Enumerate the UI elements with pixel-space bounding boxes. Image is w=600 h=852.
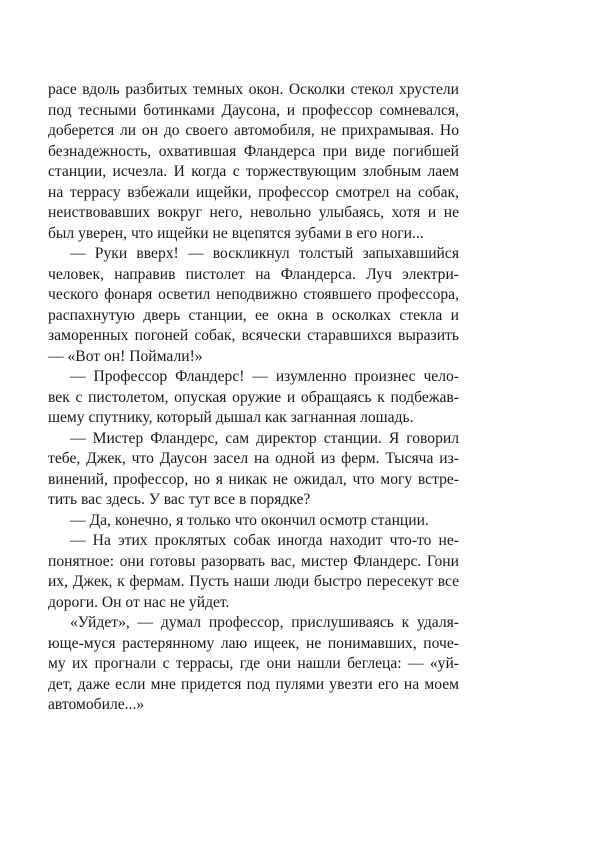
text-line: неиствовавших вокруг него, невольно улыбаясь, хотя и не bbox=[48, 204, 459, 221]
text-line: ческого фонаря осветил неподвижно стоявшего профессора, bbox=[48, 286, 459, 303]
text-line: — «Вот он! Поймали!» bbox=[48, 347, 203, 365]
text-line: был уверен, что ищейки не вцепятся зубами в его ноги... bbox=[48, 224, 424, 242]
text-line: му их прогнали с террасы, где они нашли беглеца: — «уй- bbox=[48, 655, 459, 672]
text-line: под тесными ботинками Даусона, и профессор сомневался, bbox=[48, 101, 459, 119]
text-line: станции, исчезла. И когда с торжествующим злобным лаем bbox=[48, 163, 459, 180]
text-line: понятное: они готовы разорвать вас, мистер Фландерс. Гони bbox=[48, 552, 459, 570]
text-line: дороги. Он от нас не уйдет. bbox=[48, 593, 230, 611]
text-line: — На этих проклятых собак иногда находит что-то не- bbox=[70, 532, 459, 549]
text-line: заморенных погоней собак, всячески старавшихся выразить bbox=[48, 327, 459, 344]
text-line: век с пистолетом, опуская оружие и обращаясь к подбежав- bbox=[48, 388, 459, 406]
text-line: — Руки вверх! — воскликнул толстый запыхавшийся bbox=[70, 245, 459, 262]
page-text bbox=[48, 80, 459, 716]
text-line: распахнутую дверь станции, ее окна в осколках стекла и bbox=[48, 306, 459, 324]
text-line: дет, даже если мне придется под пулями увезти его на моем bbox=[48, 675, 459, 693]
text-line: юще-муся растерянному лаю ищеек, не понимавших, поче- bbox=[48, 634, 459, 652]
text-line: расе вдоль разбитых темных окон. Осколки стекол хрустели bbox=[48, 81, 459, 98]
text-line: тебе, Джек, что Даусон засел на одной из ферм. Тысяча из- bbox=[48, 450, 459, 467]
text-line: на террасу взбежали ищейки, профессор смотрел на собак, bbox=[48, 183, 459, 201]
text-line: человек, направив пистолет на Фландерса. Луч электри- bbox=[48, 265, 459, 283]
text-line: доберется ли он до своего автомобиля, не прихрамывая. Но bbox=[48, 122, 459, 139]
text-line: — Да, конечно, я только что окончил осмотр станции. bbox=[70, 511, 429, 529]
text-line: «Уйдет», — думал профессор, прислушиваясь к удаля- bbox=[70, 614, 459, 631]
text-line: их, Джек, к фермам. Пусть наши люди быстро пересекут все bbox=[48, 573, 459, 590]
text-line: — Мистер Фландерс, сам директор станции. Я говорил bbox=[70, 429, 459, 447]
text-line: — Профессор Фландерс! — изумленно произнес чело- bbox=[70, 368, 459, 385]
text-line: шему спутнику, который дышал как загнанная лошадь. bbox=[48, 409, 414, 426]
text-line: тить вас здесь. У вас тут все в порядке? bbox=[48, 491, 311, 508]
text-line: безнадежность, охватившая Фландерса при виде погибшей bbox=[48, 142, 459, 160]
text-line: автомобиле...» bbox=[48, 696, 145, 713]
text-line: винений, профессор, но я никак не ожидал, что могу встре- bbox=[48, 470, 459, 488]
